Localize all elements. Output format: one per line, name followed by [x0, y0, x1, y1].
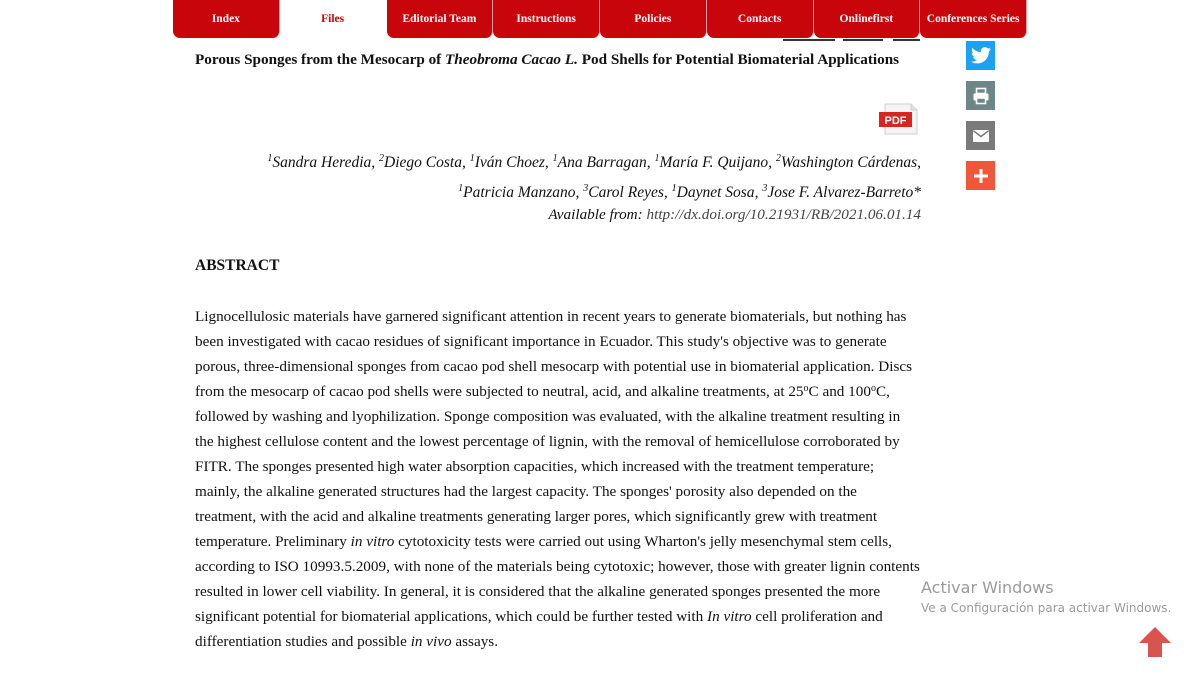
- author: Jose F. Alvarez-Barreto*: [767, 184, 921, 201]
- tab-conferences-series[interactable]: Conferences Series: [920, 0, 1027, 38]
- article-title: Porous Sponges from the Mesocarp of Theobroma Cacao L. Pod Shells for Potential Biomaterial Applications: [195, 51, 900, 68]
- author: Sandra Heredia: [272, 154, 372, 171]
- tab-onlinefirst[interactable]: Onlinefirst: [814, 0, 921, 38]
- pdf-icon: [879, 102, 919, 136]
- author: Diego Costa: [384, 154, 462, 171]
- abstract-text: Lignocellulosic materials have garnered significant attention in recent years to generate biomaterials, but nothing has been investigated with cacao residues of significant importance in Ecuador. This study's objective was to generate porous, three-dimensional sponges from cacao pod shell mesocarp with potential use in biomaterial application. Discs from the mesocarp of cacao pod shells were subjected to neutral, acid, and alkaline treatments, at 25$^o$C and 100$^o$C, followed by washing and lyophilization. Sponge composition was evaluated, with the alkaline treatment resulting in the highest cellulose content and the lowest percentage of lignin, with the removal of hemicellulose corroborated by FITR. The sponges presented high water absorption capacities, which increased with the treatment temperature; mainly, the alkaline generated structures had the largest capacity. The sponges' porosity also depended on the treatment, with the acid and alkaline treatments generating larger pores, which significantly grew with treatment temperature. Preliminary in vitro cytotoxicity tests were carried out using Wharton's jelly mesenchymal stem cells, according to ISO 10993.5.2009, with none of the materials being cytotoxic; however, those with greater lignin contents resulted in lower cell viability. In general, it is considered that the alkaline generated sponges presented the more significant potential for biomaterial applications, which could be further tested with In vitro cell proliferation and differentiation studies and possible in vivo assays.: [195, 308, 920, 650]
- tab-instructions[interactable]: Instructions: [493, 0, 600, 38]
- share-plus-icon: [973, 168, 989, 184]
- title-species: Theobroma Cacao L.: [445, 51, 578, 68]
- author: María F. Quijano: [659, 154, 769, 171]
- author: Carol Reyes: [588, 184, 664, 201]
- author-list: $^1$Sandra Heredia, $^2$Diego Costa, $^1$Iván Choez, $^1$Ana Barragan, $^1$María F. Quijano, $^2$Washington Cárdenas, $^1$Patricia Manzano, $^3$Carol Reyes, $^1$Daynet Sosa, $^3$Jose F. Alvarez-Barreto*: [267, 153, 921, 201]
- author: Ana Barragan: [557, 154, 647, 171]
- available-label: Available from:: [548, 206, 643, 223]
- tab-index[interactable]: Index: [173, 0, 280, 38]
- more-share-button[interactable]: [966, 161, 995, 190]
- tab-policies[interactable]: Policies: [600, 0, 707, 38]
- availability-line: [195, 206, 921, 224]
- email-share-button[interactable]: [966, 121, 995, 150]
- windows-activation-subtitle: Ve a Configuración para activar Windows.: [921, 601, 1172, 615]
- print-button[interactable]: [966, 81, 995, 110]
- email-icon: [972, 129, 990, 143]
- doi-link[interactable]: http://dx.doi.org/10.21931/RB/2021.06.01.14: [646, 206, 921, 223]
- obscured-links: [783, 28, 920, 40]
- tab-contacts[interactable]: Contacts: [707, 0, 814, 38]
- svg-text:PDF: PDF: [884, 115, 907, 127]
- arrow-up-icon: [1137, 625, 1173, 659]
- author: Iván Choez: [474, 154, 545, 171]
- author: Daynet Sosa: [676, 184, 755, 201]
- abstract-heading: ABSTRACT: [195, 257, 280, 274]
- author: Washington Cárdenas: [780, 154, 918, 171]
- scroll-to-top-button[interactable]: [1137, 625, 1173, 659]
- tab-files[interactable]: Files: [280, 0, 387, 38]
- author: Patricia Manzano: [463, 184, 576, 201]
- pdf-download-button[interactable]: [879, 102, 919, 136]
- twitter-icon: [971, 47, 991, 64]
- tab-editorial-team[interactable]: Editorial Team: [387, 0, 494, 38]
- windows-activation-title: Activar Windows: [921, 578, 1054, 597]
- print-icon: [972, 87, 990, 105]
- twitter-share-button[interactable]: [966, 41, 995, 70]
